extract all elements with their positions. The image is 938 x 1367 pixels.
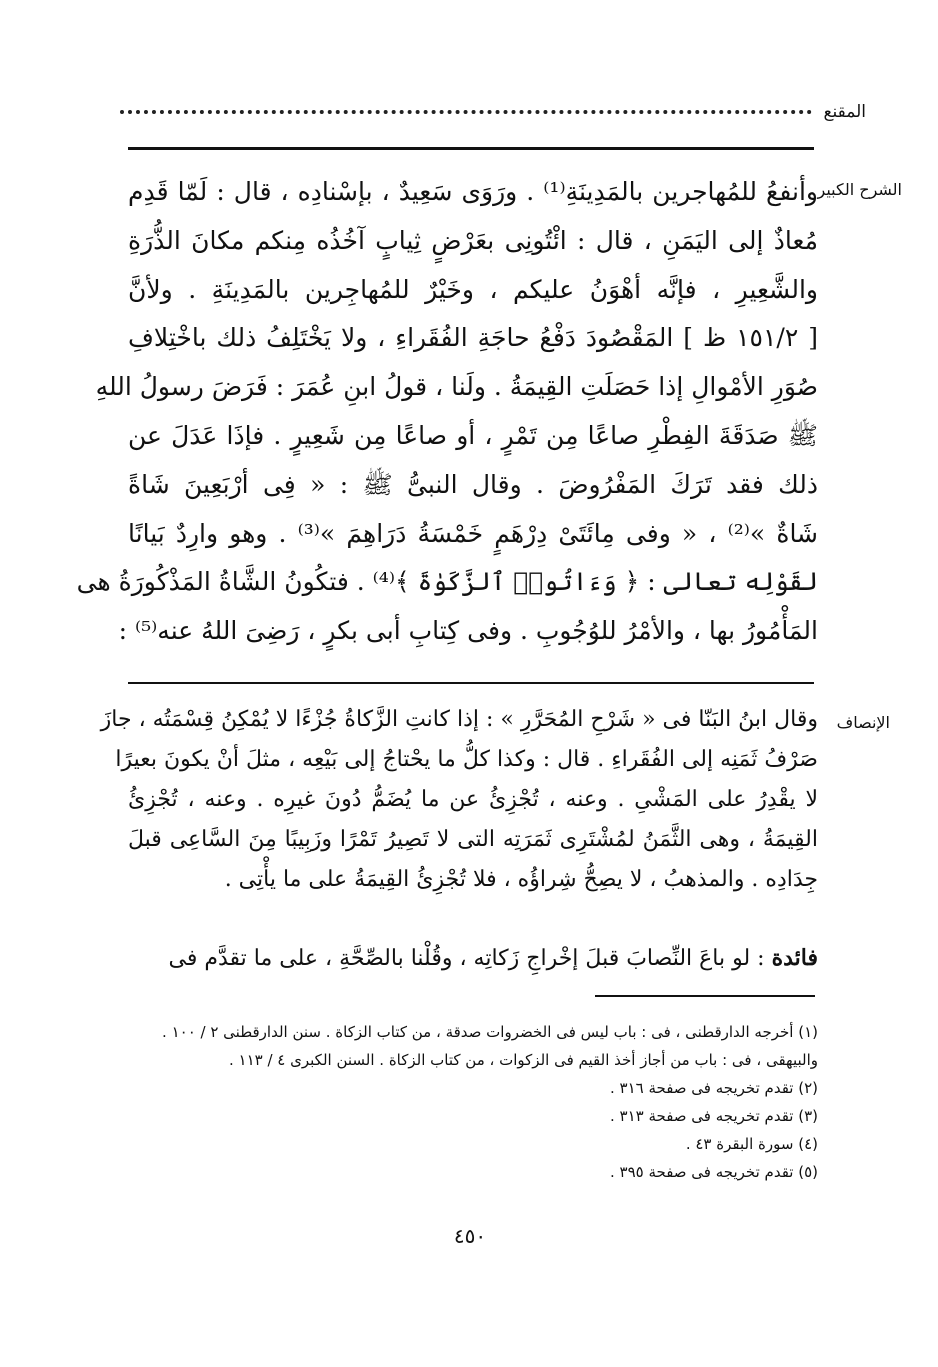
faida-label: فائدة bbox=[771, 945, 818, 971]
footnote: (٣) تقدم تخريجه فى صفحة ٣١٣ . bbox=[609, 1107, 818, 1125]
text-line: لا يقْدِرُ على المَشْىِ . وعنه ، تُجْزِئُ عن ما يُضَمُّ دُونَ غيرِه . وعنه ، تُجْزِئُ bbox=[128, 787, 818, 812]
running-header-title: المقنع bbox=[823, 102, 866, 122]
footnote: والبيهقى ، فى : باب من أجاز أخذ القيم فى الزكوات ، من كتاب الزكاة . السنن الكبرى ٤ / ١١٣ . bbox=[228, 1051, 818, 1069]
text-line: ﷺ صَدَقَةَ الفِطْرِ صاعًا مِن تَمْرٍ ، أو صاعًا مِن شَعِيرٍ . فإذَا عَدَلَ عن bbox=[128, 420, 818, 450]
footnote: (٢) تقدم تخريجه فى صفحة ٣١٦ . bbox=[609, 1079, 818, 1097]
page-number: ٤٥٠ bbox=[453, 1224, 487, 1248]
faida-text: : لو باعَ النِّصابَ قبلَ إخْراجِ زَكاتِه ، وقُلْنا بالصِّحَّةِ ، على ما تقدَّم فى bbox=[168, 946, 765, 971]
footnotes bbox=[128, 1018, 818, 1186]
faida-line bbox=[128, 938, 818, 979]
section-divider bbox=[128, 682, 814, 684]
section-label-sharh: الشرح الكبير bbox=[817, 180, 902, 199]
text-line: وأنفعُ للمُهاجرين بالمَدِينَةِ⁽¹⁾ . ورَوَى سَعِيدٌ ، بإسْنادِه ، قال : لَمّا قَدِم bbox=[128, 177, 818, 206]
text-line: [ ١٥١/٢ ظ ] المَقْصُودَ دَفْعُ حاجَةِ الفُقَراءِ ، ولا يَخْتَلِفُ ذلك باخْتِلافِ bbox=[128, 323, 818, 353]
text-line: والشَّعِيرِ ، فإنَّه أهْوَنُ عليكم ، وخَيْرٌ للمُهاجِرين بالمَدِينَةِ . ولأنَّ bbox=[128, 274, 818, 304]
text-line: القِيمَةُ ، وهى الثَّمَنُ لمُشْتَرِى ثَمَرَتِه التى لا تَصِيرُ تَمْرًا وزَبِيبًا مِنَ السَّاعِى قبلَ bbox=[128, 827, 818, 852]
text-line: لقَوْلِه تعالى : ﴿ وَءَاتُوا۟ ٱلزَّكَوٰةَ ﴾⁽⁴⁾ . فتكُونُ الشَّاةُ المَذْكُورَةُ هى bbox=[76, 567, 818, 597]
insaf-text-block bbox=[100, 700, 818, 900]
header-rule bbox=[128, 147, 814, 150]
text-line: صُوَرِ الأمْوالِ إذا حَصَلَتِ القِيمَةُ . ولَنا ، قولُ ابنِ عُمَرَ : فَرَضَ رسولُ اللهِ bbox=[95, 372, 818, 402]
text-line: المَأْمُورُ بها ، والأمْرُ للوُجُوبِ . وفى كِتابِ أبى بكرٍ ، رَضِىَ اللهُ عنه⁽⁵⁾ : bbox=[118, 616, 818, 646]
text-line: جِدَادِه . والمذهبُ ، لا يصِحُّ شِراؤُه ، فلا تُجْزِئُ القِيمَةُ على ما يأْتِى . bbox=[224, 867, 818, 892]
header-dotted-rule bbox=[120, 110, 812, 122]
text-line: شَاةٌ »⁽²⁾ ، « وفى مِائَتَىْ دِرْهَمٍ خَمْسَةُ دَرَاهِمَ »⁽³⁾ . وهو وارِدٌ بَيانًا bbox=[128, 518, 819, 548]
text-line: مُعاذٌ إلى اليَمَنِ ، قال : ائْتُونِى بعَرْضٍ ثِيابٍ آخُذُه مِنكم مكانَ الذُّرَةِ bbox=[128, 225, 818, 255]
sharh-text-block bbox=[76, 168, 819, 656]
footnote: (٤) سورة البقرة ٤٣ . bbox=[685, 1135, 818, 1153]
footnote: (١) أخرجه الدارقطنى ، فى : باب ليس فى الخضروات صدقة ، من كتاب الزكاة . سنن الدارقطنى ٢ / ١٠٠ . bbox=[162, 1023, 818, 1041]
text-line: صَرْفُ ثَمَنِه إلى الفُقَراءِ . قال : وكذا كلُّ ما يحْتاجُ إلى بَيْعِه ، مثلَ أنْ يكونَ بعيرًا bbox=[115, 747, 818, 772]
text-line: وقال ابنُ البَنّا فى « شَرْحِ المُحَرَّرِ » : إذا كانتِ الزَّكاةُ جُزْءًا لا يُمْكِنُ قِسْمَتُه ، جازَ bbox=[100, 707, 818, 732]
text-line: ذلك فقد تَرَكَ المَفْرُوضَ . وقال النبىُّ ﷺ : « فِى أرْبَعِينَ شَاةً bbox=[128, 469, 818, 499]
section-label-insaf: الإنصاف bbox=[836, 713, 890, 732]
footnote-rule bbox=[595, 995, 815, 997]
footnote: (٥) تقدم تخريجه فى صفحة ٣٩٥ . bbox=[609, 1163, 818, 1181]
